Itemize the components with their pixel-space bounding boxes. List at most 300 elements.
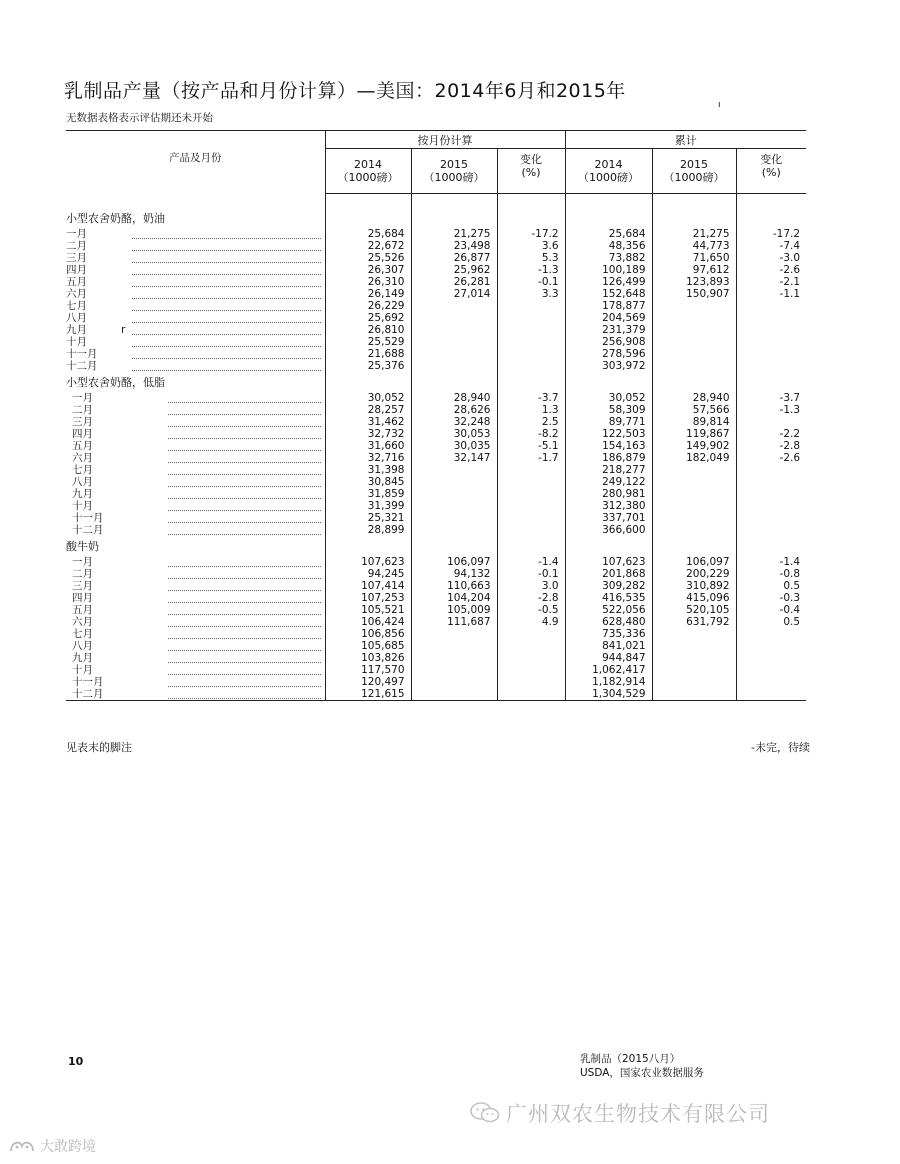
month-label: 四月 [66,264,87,276]
monthly-change-cell: -17.2 [497,228,565,240]
cumulative-2015-cell: 89,814 [652,416,736,428]
section-blank-cell [325,536,411,556]
monthly-2015-cell: 26,877 [411,252,497,264]
month-label-cell [66,324,325,336]
cumulative-2015-cell: 123,893 [652,276,736,288]
leader-dots [168,613,321,615]
cumulative-2014-cell: 416,535 [565,592,652,604]
monthly-2014-cell: 107,623 [325,556,411,568]
stray-mark: ı [718,100,721,110]
cumulative-2015-cell [652,488,736,500]
monthly-2015-cell: 30,035 [411,440,497,452]
month-label-cell [66,512,325,524]
header-unit: （1000磅） [423,171,485,184]
leader-dots [132,261,321,263]
leader-dots [168,577,321,579]
section-blank-cell [565,372,652,392]
leader-dots [168,697,321,699]
monthly-change-cell [497,312,565,324]
cumulative-change-cell [736,348,806,360]
leader-dots [168,589,321,591]
monthly-change-cell [497,664,565,676]
monthly-2015-cell: 32,147 [411,452,497,464]
monthly-change-cell: 5.3 [497,252,565,264]
month-label: 八月 [72,476,93,488]
monthly-2015-cell [411,360,497,372]
cumulative-change-cell [736,500,806,512]
monthly-change-cell [497,488,565,500]
table-row [66,664,806,676]
monthly-2015-cell [411,476,497,488]
watermark-brand-text: 大敢跨境 [40,1139,96,1155]
month-label: 十一月 [72,676,104,688]
month-label: 九月 [72,488,93,500]
month-label: 七月 [72,628,93,640]
monthly-2015-cell [411,312,497,324]
cumulative-change-cell [736,652,806,664]
header-label-col: 产品及月份 [169,151,222,164]
leader-dots [168,685,321,687]
monthly-2015-cell [411,324,497,336]
cumulative-change-cell: -1.3 [736,404,806,416]
cumulative-change-cell: 0.5 [736,616,806,628]
table-row [66,524,806,536]
leader-dots [132,357,321,359]
header-cumulative-2015 [652,149,736,194]
table-row [66,592,806,604]
cumulative-2014-cell: 256,908 [565,336,652,348]
cumulative-change-cell [736,640,806,652]
leader-dots [132,273,321,275]
month-label: 六月 [66,288,87,300]
cumulative-2014-cell: 89,771 [565,416,652,428]
cumulative-change-cell: -1.1 [736,288,806,300]
month-label-cell [66,440,325,452]
month-label-cell [66,428,325,440]
monthly-change-cell: 3.6 [497,240,565,252]
header-unit: （1000磅） [663,171,725,184]
header-cumulative-2014 [565,149,652,194]
monthly-2015-cell: 111,687 [411,616,497,628]
monthly-2015-cell [411,652,497,664]
leader-dots [132,237,321,239]
month-label-cell [66,416,325,428]
leader-dots [168,661,321,663]
monthly-2014-cell: 30,845 [325,476,411,488]
section-blank-cell [411,208,497,228]
section-title: 小型农舍奶酪，低脂 [66,376,165,389]
table-row [66,464,806,476]
monthly-2015-cell [411,524,497,536]
leader-dots [132,249,321,251]
cumulative-2015-cell: 149,902 [652,440,736,452]
cumulative-2014-cell: 107,623 [565,556,652,568]
cumulative-change-cell [736,476,806,488]
month-label: 十二月 [72,688,104,700]
publication-title: 乳制品（2015八月） [580,1053,681,1065]
production-table [66,130,806,701]
cumulative-change-cell [736,360,806,372]
month-label-cell [66,568,325,580]
cumulative-change-cell: -3.0 [736,252,806,264]
month-label-cell [66,264,325,276]
logo-icon [8,1137,36,1155]
monthly-2015-cell: 25,962 [411,264,497,276]
month-label-cell [66,488,325,500]
monthly-2014-cell: 106,424 [325,616,411,628]
month-label-cell [66,580,325,592]
month-label-cell [66,464,325,476]
month-label-cell [66,392,325,404]
cumulative-2014-cell: 522,056 [565,604,652,616]
cumulative-2015-cell: 150,907 [652,288,736,300]
month-label: 九月 [66,324,87,336]
header-monthly-2015 [411,149,497,194]
month-label-cell [66,252,325,264]
header-monthly-change [497,149,565,194]
month-label-cell [66,676,325,688]
section-blank-cell [325,372,411,392]
leader-dots [168,437,321,439]
month-label: 八月 [72,640,93,652]
cumulative-2014-cell: 366,600 [565,524,652,536]
month-label-cell [66,664,325,676]
leader-dots [168,449,321,451]
month-label: 二月 [72,404,93,416]
header-cumulative-change [736,149,806,194]
month-label-cell [66,524,325,536]
monthly-2015-cell: 32,248 [411,416,497,428]
header-change-unit: (%) [521,166,541,179]
header-change: 变化 [760,153,783,166]
cumulative-2014-cell: 628,480 [565,616,652,628]
monthly-2014-cell: 26,310 [325,276,411,288]
month-label-cell [66,336,325,348]
cumulative-2014-cell: 152,648 [565,288,652,300]
leader-dots [168,497,321,499]
month-label: 一月 [72,556,93,568]
section-header-row [66,208,806,228]
leader-dots [132,345,321,347]
monthly-change-cell: -2.8 [497,592,565,604]
leader-dots [168,401,321,403]
monthly-2015-cell [411,348,497,360]
monthly-change-cell [497,324,565,336]
cumulative-change-cell [736,512,806,524]
cumulative-2015-cell [652,336,736,348]
table-row [66,652,806,664]
table-row [66,416,806,428]
monthly-2015-cell: 110,663 [411,580,497,592]
cumulative-change-cell: -7.4 [736,240,806,252]
table-row [66,252,806,264]
agency-name: USDA，国家农业数据服务 [580,1067,704,1079]
cumulative-2014-cell: 58,309 [565,404,652,416]
cumulative-2014-cell: 303,972 [565,360,652,372]
month-label-cell [66,556,325,568]
cumulative-2015-cell: 310,892 [652,580,736,592]
leader-dots [132,333,321,335]
cumulative-2014-cell: 312,380 [565,500,652,512]
monthly-2014-cell: 31,859 [325,488,411,500]
leader-dots [168,425,321,427]
cumulative-2014-cell: 944,847 [565,652,652,664]
leader-dots [132,297,321,299]
cumulative-2014-cell: 126,499 [565,276,652,288]
monthly-2014-cell: 25,526 [325,252,411,264]
month-label-cell [66,240,325,252]
cumulative-2015-cell [652,512,736,524]
table-row [66,628,806,640]
spacer-cell [497,194,565,209]
cumulative-2015-cell: 44,773 [652,240,736,252]
footnote-left: 见表末的脚注 [66,741,132,754]
cumulative-change-cell: -0.4 [736,604,806,616]
section-header-row [66,536,806,556]
spacer-cell [66,194,325,209]
monthly-2015-cell: 105,009 [411,604,497,616]
watermark-company-text: 广州双农生物技术有限公司 [506,1102,770,1126]
cumulative-change-cell: -2.8 [736,440,806,452]
table-row [66,264,806,276]
monthly-change-cell: -1.4 [497,556,565,568]
cumulative-change-cell [736,300,806,312]
monthly-2014-cell: 26,149 [325,288,411,300]
table-row [66,228,806,240]
cumulative-2015-cell [652,300,736,312]
cumulative-2015-cell [652,652,736,664]
page-title: 乳制品产量（按产品和月份计算）—美国：2014年6月和2015年 [64,80,626,102]
monthly-change-cell: -5.1 [497,440,565,452]
monthly-2014-cell: 26,307 [325,264,411,276]
cumulative-2014-cell: 100,189 [565,264,652,276]
cumulative-change-cell [736,324,806,336]
monthly-change-cell [497,348,565,360]
cumulative-2014-cell: 249,122 [565,476,652,488]
monthly-change-cell: 3.0 [497,580,565,592]
cumulative-2015-cell: 631,792 [652,616,736,628]
monthly-2015-cell [411,664,497,676]
monthly-change-cell [497,688,565,701]
monthly-change-cell [497,360,565,372]
cumulative-2014-cell: 1,062,417 [565,664,652,676]
cumulative-2015-cell: 182,049 [652,452,736,464]
month-label-cell [66,640,325,652]
monthly-2015-cell: 28,626 [411,404,497,416]
leader-dots [132,309,321,311]
month-label: 十一月 [66,348,98,360]
monthly-2014-cell: 22,672 [325,240,411,252]
spacer-cell [411,194,497,209]
monthly-2015-cell [411,336,497,348]
section-blank-cell [736,208,806,228]
table-row [66,604,806,616]
month-label: 七月 [66,300,87,312]
monthly-2014-cell: 25,692 [325,312,411,324]
section-blank-cell [497,372,565,392]
monthly-2014-cell: 31,398 [325,464,411,476]
month-label: 四月 [72,592,93,604]
leader-dots [132,285,321,287]
header-group-cumulative: 累计 [565,131,806,149]
header-unit: （1000磅） [337,171,399,184]
table-row [66,676,806,688]
month-label: 三月 [66,252,87,264]
table-row [66,580,806,592]
cumulative-2015-cell [652,628,736,640]
monthly-change-cell [497,652,565,664]
leader-dots [168,649,321,651]
monthly-2014-cell: 103,826 [325,652,411,664]
monthly-2014-cell: 25,529 [325,336,411,348]
cumulative-2014-cell: 337,701 [565,512,652,524]
month-label-cell [66,300,325,312]
month-label: 二月 [72,568,93,580]
table-row [66,276,806,288]
cumulative-2015-cell [652,688,736,701]
month-label-cell [66,228,325,240]
section-blank-cell [411,536,497,556]
monthly-change-cell: -1.7 [497,452,565,464]
cumulative-2014-cell: 178,877 [565,300,652,312]
cumulative-2014-cell: 122,503 [565,428,652,440]
monthly-change-cell [497,628,565,640]
cumulative-change-cell: -17.2 [736,228,806,240]
cumulative-2014-cell: 73,882 [565,252,652,264]
monthly-2014-cell: 32,732 [325,428,411,440]
month-label: 二月 [66,240,87,252]
cumulative-2015-cell: 57,566 [652,404,736,416]
table-row [66,240,806,252]
monthly-2015-cell: 30,053 [411,428,497,440]
section-blank-cell [497,536,565,556]
monthly-2014-cell: 25,376 [325,360,411,372]
table-row [66,500,806,512]
monthly-change-cell [497,512,565,524]
cumulative-2015-cell: 520,105 [652,604,736,616]
cumulative-change-cell [736,464,806,476]
cumulative-change-cell: -3.7 [736,392,806,404]
monthly-change-cell [497,300,565,312]
monthly-2014-cell: 106,856 [325,628,411,640]
table-row [66,300,806,312]
cumulative-2014-cell: 204,569 [565,312,652,324]
cumulative-2015-cell: 28,940 [652,392,736,404]
section-blank-cell [652,208,736,228]
month-label: 一月 [72,392,93,404]
section-title: 小型农舍奶酪，奶油 [66,212,165,225]
monthly-2015-cell: 21,275 [411,228,497,240]
monthly-2014-cell: 120,497 [325,676,411,688]
leader-dots [132,369,321,371]
cumulative-2015-cell [652,664,736,676]
cumulative-2014-cell: 186,879 [565,452,652,464]
leader-dots [168,637,321,639]
monthly-2015-cell [411,688,497,701]
cumulative-2014-cell: 154,163 [565,440,652,452]
cumulative-2015-cell: 415,096 [652,592,736,604]
monthly-change-cell: 2.5 [497,416,565,428]
table-row [66,556,806,568]
cumulative-change-cell [736,336,806,348]
table-row [66,640,806,652]
monthly-2014-cell: 107,253 [325,592,411,604]
table-row [66,488,806,500]
month-label-cell [66,476,325,488]
monthly-change-cell [497,464,565,476]
table-note: 无数据表格表示评估期还未开始 [66,112,213,124]
leader-dots [132,321,321,323]
cumulative-2015-cell [652,324,736,336]
wechat-icon [470,1102,500,1124]
month-label: 六月 [72,616,93,628]
spacer-cell [325,194,411,209]
revision-mark: r [121,324,126,336]
leader-dots [168,601,321,603]
table-row [66,616,806,628]
cumulative-change-cell [736,628,806,640]
cumulative-2014-cell: 231,379 [565,324,652,336]
cumulative-2015-cell [652,640,736,652]
monthly-2015-cell: 23,498 [411,240,497,252]
cumulative-change-cell: -2.2 [736,428,806,440]
month-label: 十一月 [72,512,104,524]
monthly-change-cell: -0.5 [497,604,565,616]
monthly-change-cell [497,476,565,488]
section-blank-cell [736,536,806,556]
monthly-2014-cell: 26,229 [325,300,411,312]
monthly-2014-cell: 32,716 [325,452,411,464]
cumulative-2015-cell: 106,097 [652,556,736,568]
table-row [66,288,806,300]
monthly-change-cell [497,336,565,348]
cumulative-2014-cell: 280,981 [565,488,652,500]
header-year: 2014 [354,158,382,171]
cumulative-change-cell [736,416,806,428]
cumulative-2015-cell [652,312,736,324]
leader-dots [168,413,321,415]
table-row [66,348,806,360]
monthly-2014-cell: 28,899 [325,524,411,536]
cumulative-change-cell: -2.6 [736,264,806,276]
table-row [66,440,806,452]
monthly-2015-cell [411,512,497,524]
month-label: 九月 [72,652,93,664]
table-row [66,428,806,440]
spacer-cell [736,194,806,209]
header-change-unit: (%) [761,166,781,179]
monthly-2015-cell: 28,940 [411,392,497,404]
monthly-2015-cell: 27,014 [411,288,497,300]
table-row [66,336,806,348]
section-blank-cell [497,208,565,228]
cumulative-change-cell: -0.3 [736,592,806,604]
spacer-row [66,194,806,209]
monthly-2014-cell: 21,688 [325,348,411,360]
cumulative-2015-cell [652,476,736,488]
section-blank-cell [565,208,652,228]
month-label-cell [66,348,325,360]
section-header-row [66,372,806,392]
monthly-2015-cell [411,628,497,640]
cumulative-change-cell [736,664,806,676]
cumulative-2015-cell [652,464,736,476]
monthly-2015-cell: 26,281 [411,276,497,288]
cumulative-change-cell [736,488,806,500]
cumulative-2015-cell: 71,650 [652,252,736,264]
month-label: 十月 [72,500,93,512]
month-label: 三月 [72,416,93,428]
